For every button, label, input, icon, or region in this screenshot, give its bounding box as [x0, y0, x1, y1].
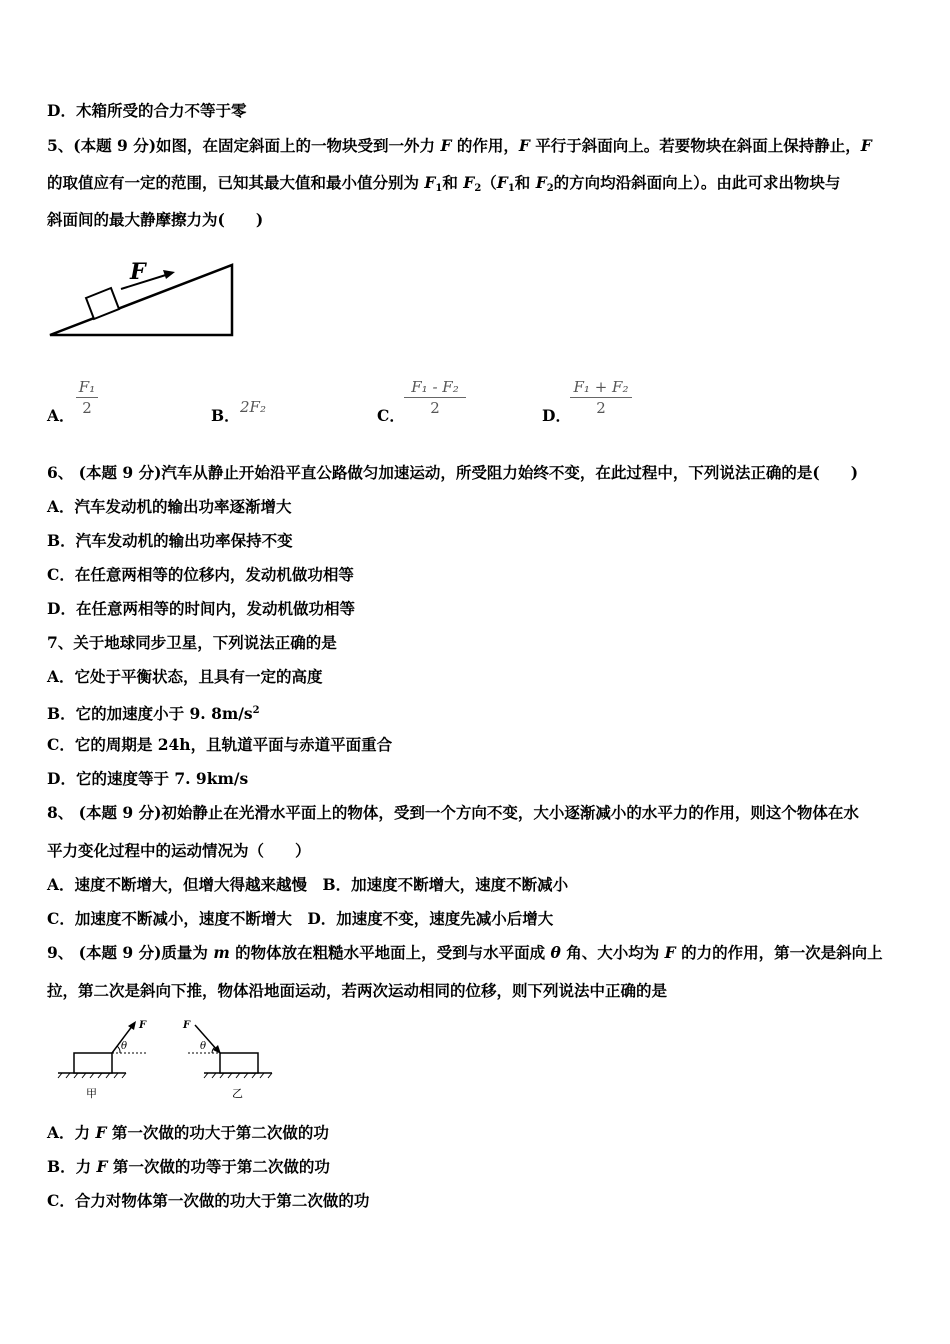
q5-stem-line1: 5、(本题 9 分)如图，在固定斜面上的一物块受到一外力 F 的作用，F 平行于斜面向上。若要物块在斜面上保持静止，F: [47, 136, 872, 155]
figure-jia: [58, 1020, 147, 1100]
block-jia: [74, 1053, 112, 1073]
q5-stem-line3: 斜面间的最大静摩擦力为( ): [47, 210, 264, 229]
q5-option-d-label: D．: [542, 406, 571, 425]
q7-option-c: C．它的周期是 24h，且轨道平面与赤道平面重合: [47, 735, 393, 754]
force-arrowhead: [163, 270, 175, 279]
q6-option-d: D．在任意两相等的时间内，发动机做功相等: [47, 599, 355, 618]
theta-label-jia: θ: [121, 1041, 128, 1052]
q9-option-c: C．合力对物体第一次做的功大于第二次做的功: [47, 1191, 370, 1210]
q4-option-d: D．木箱所受的合力不等于零: [47, 101, 247, 120]
block: [86, 288, 119, 319]
incline-figure: [45, 255, 245, 345]
q9-option-b: B．力 F 第一次做的功等于第二次做的功: [47, 1157, 330, 1176]
force-arrowhead-jia: [128, 1021, 136, 1030]
q6-stem: 6、 (本题 9 分)汽车从静止开始沿平直公路做匀加速运动，所受阻力始终不变，在此过程中，下列说法正确的是( ): [47, 463, 859, 482]
q9-option-a: A．力 F 第一次做的功大于第二次做的功: [47, 1123, 329, 1142]
q5-option-b-expr: 2F₂: [240, 398, 266, 416]
force-label: F: [130, 259, 146, 285]
q9-stem-line1: 9、 (本题 9 分)质量为 m 的物体放在粗糙水平地面上，受到与水平面成 θ 角、大小均为 F 的力的作用，第一次是斜向上: [47, 943, 883, 962]
q8-stem-line1: 8、 (本题 9 分)初始静止在光滑水平面上的物体，受到一个方向不变，大小逐渐减小的水平力的作用，则这个物体在水: [47, 803, 859, 822]
q5-option-c-fraction: F₁ - F₂ 2: [404, 378, 466, 417]
q5-option-b-label: B．: [211, 406, 240, 425]
figure-label-jia: 甲: [86, 1087, 97, 1100]
q7-stem: 7、关于地球同步卫星，下列说法正确的是: [47, 633, 337, 652]
q5-option-d-fraction: F₁ + F₂ 2: [570, 378, 632, 417]
q6-option-c: C．在任意两相等的位移内，发动机做功相等: [47, 565, 354, 584]
force-figures: [52, 1015, 282, 1105]
figure-label-yi: 乙: [232, 1087, 243, 1100]
q6-option-a: A．汽车发动机的输出功率逐渐增大: [47, 497, 292, 516]
q5-option-a-fraction: F₁ 2: [76, 378, 98, 417]
q8-stem-line2: 平力变化过程中的运动情况为（ ）: [47, 841, 311, 860]
theta-label-yi: θ: [200, 1041, 207, 1052]
q6-option-b: B．汽车发动机的输出功率保持不变: [47, 531, 293, 550]
q7-option-b: B．它的加速度小于 9. $8m/s^2$: [47, 704, 260, 723]
block-yi: [220, 1053, 258, 1073]
q5-option-c-label: C．: [377, 406, 405, 425]
force-label-yi: F: [183, 1020, 191, 1031]
q5-option-a-label: A．: [47, 406, 75, 425]
force-label-jia: F: [139, 1020, 147, 1031]
q8-options-ab: A．速度不断增大，但增大得越来越慢 B．加速度不断增大，速度不断减小: [47, 875, 569, 894]
angle-arc-jia: [117, 1046, 120, 1053]
q9-stem-line2: 拉，第二次是斜向下推，物体沿地面运动，若两次运动相同的位移，则下列说法中正确的是: [47, 981, 668, 1000]
q7-option-a: A．它处于平衡状态，且具有一定的高度: [47, 667, 323, 686]
q7-option-d: D．它的速度等于 7. 9km/s: [47, 769, 249, 788]
q5-stem-line2: 的取值应有一定的范围，已知其最大值和最小值分别为 $F_1$和 $F_2(F_1$和 $F_2$的方向均沿斜面向上）。由此可求出物块与: [47, 173, 841, 194]
figure-yi: [182, 1020, 272, 1100]
q8-options-cd: C．加速度不断减小，速度不断增大 D．加速度不变，速度先减小后增大: [47, 909, 554, 928]
